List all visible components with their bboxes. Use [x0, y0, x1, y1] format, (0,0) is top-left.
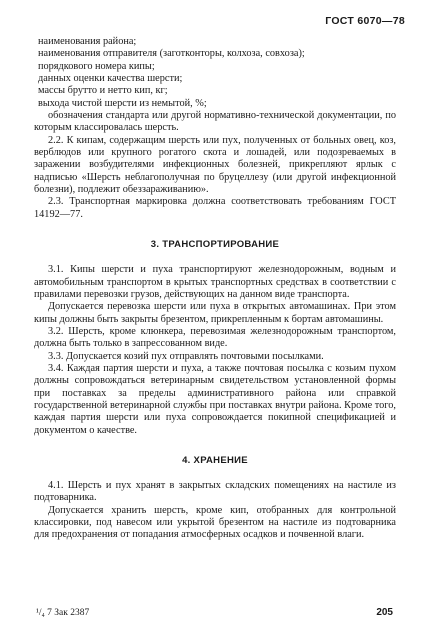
page-number: 205	[376, 607, 393, 618]
paragraph-3-1-cont: Допускается перевозка шерсти или пуха в открытых автомашинах. При этом кипы должны быть закрыты брезентом, прикрепленным к бортам автомашины.	[34, 301, 396, 325]
paragraph-4-1-cont: Допускается хранить шерсть, кроме кип, отобранных для контрольной классировки, под навесом или укрытой брезентом на настиле из подтоварника для предохранения от попадания атмосферных осадков и почвенной влаги.	[34, 504, 396, 541]
list-item: выхода чистой шерсти из немытой, %;	[38, 97, 207, 109]
section-heading-storage: 4. ХРАНЕНИЕ	[182, 454, 248, 466]
paragraph-2-3: 2.3. Транспортная маркировка должна соответствовать требованиям ГОСТ 14192—77.	[34, 196, 396, 220]
paragraph-3-1: 3.1. Кипы шерсти и пуха транспортируют железнодорожным, водным и автомобильным транспортом в крытых транспортных средствах в соответствии с правилами перевозки грузов, действующих на данном виде транспорта.	[34, 264, 396, 300]
list-item: данных оценки качества шерсти;	[38, 73, 183, 85]
list-item: обозначения стандарта или другой нормативно-технической документации, по которым классировалась шерсть.	[34, 110, 396, 134]
print-order-note: ¹/₄ 7 Зак 2387	[36, 608, 90, 618]
paragraph-3-4: 3.4. Каждая партия шерсти и пуха, а также почтовая посылка с козьим пухом должны сопровождаться ветеринарным свидетельством установленной формы при поставках за пределы административного района или справкой государственной ветеринарной службы при поставках внутри района. Кроме того, каждая партия шерсти или пуха сопровождается покипной спецификацией и документом о качестве.	[34, 362, 396, 436]
page-content	[34, 36, 396, 542]
section-heading-transport: 3. ТРАНСПОРТИРОВАНИЕ	[150, 239, 280, 251]
paragraph-3-2: 3.2. Шерсть, кроме клюнкера, перевозимая железнодорожным транспортом, должна быть только в запрессованном виде.	[34, 325, 396, 350]
list-item: порядкового номера кипы;	[38, 60, 155, 72]
list-item: массы брутто и нетто кип, кг;	[38, 85, 168, 97]
paragraph-4-1: 4.1. Шерсть и пух хранят в закрытых складских помещениях на настиле из подтоварника.	[34, 479, 396, 504]
label-items-list	[34, 36, 396, 135]
list-item: наименования отправителя (заготконторы, колхоза, совхоза);	[38, 48, 305, 60]
paragraph-2-2: 2.2. К кипам, содержащим шерсть или пух, полученных от больных овец, коз, верблюдов или крупного рогатого скота и лошадей, или подозреваемых в заражении возбудителями инфекционных болезней, прикрепляют ярлык с надписью «Шерсть неблагополучная по бруцеллезу (или другой инфекционной болезни), подлежит обеззараживанию».	[34, 134, 396, 196]
list-item: наименования района;	[38, 36, 137, 47]
standard-header: ГОСТ 6070—78	[325, 15, 405, 27]
paragraph-3-3: 3.3. Допускается козий пух отправлять почтовыми посылками.	[48, 350, 324, 362]
